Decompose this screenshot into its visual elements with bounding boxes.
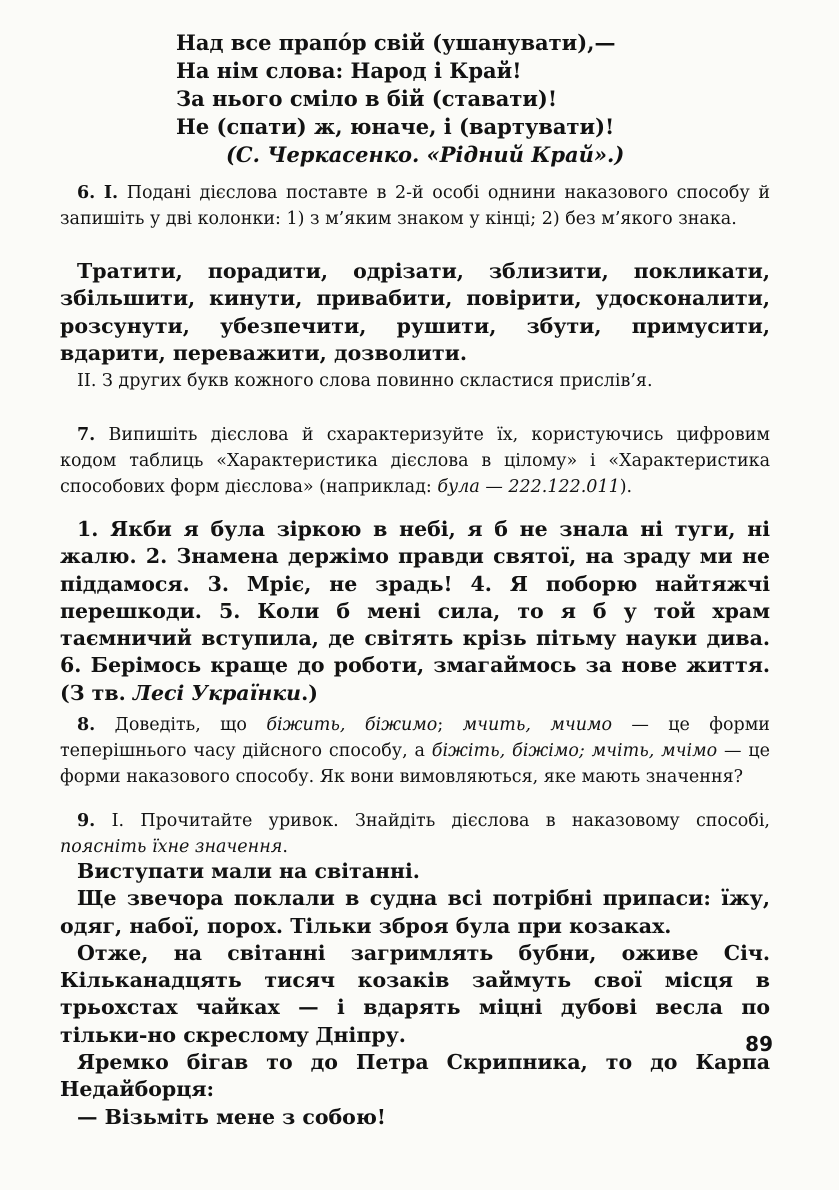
task-text-italic: поясніть їхне значення (60, 837, 283, 857)
poem-line: На нім слова: Народ і Край! (176, 58, 522, 83)
example-forms: мчить, мчимо (462, 715, 613, 735)
exercise-number: 9. (77, 811, 96, 831)
example-code: була — 222.122.011 (437, 477, 620, 497)
exercise-9-excerpt (60, 858, 770, 1131)
excerpt-paragraph: Отже, на світанні загримлять бубни, оживе Січ. Кільканадцять тисяч козаків займуть свої місця в трьохстах чайках — і вдарять міцні дубові весла по тільки-но скресломy Дніпру. (60, 940, 770, 1047)
poem-source: (С. Черкасенко. «Рідний Край».) (226, 142, 625, 167)
task-text-end: ). (619, 477, 633, 497)
page-number: 89 (745, 1032, 773, 1056)
task-text: — це форми наказового способу. Як вони вимовляються, яке мають значення? (60, 741, 770, 787)
poem-line: За нього сміло в бій (ставати)! (176, 86, 558, 111)
sentences-end: .) (301, 680, 318, 705)
exercise-6-words: Тратити, порадити, одрізати, зблизити, покликати, збільшити, кинути, привабити, повірити, удосконалити, розсунути, убезпечити, рушити, збути, примусити, вдарити, переважити, дозволити. (60, 259, 770, 365)
exercise-number: 7. (77, 425, 96, 445)
exercise-9-task (60, 808, 770, 860)
exercise-number: 6. (77, 183, 96, 203)
task-text: Доведіть, що (114, 715, 247, 735)
task-text: — це форми теперішнього часу дійсного способу, а (60, 715, 770, 761)
poem-line: Не (спати) ж, юначе, і (вартувати)! (176, 114, 615, 139)
task-text: Подані дієслова поставте в 2-й особі однини наказового способу й запишіть у дві колонки: 1) з м’яким знаком у кінці; 2) без м’якого знака. (60, 183, 770, 229)
task-text: Випишіть дієслова й схарактеризуйте їх, користуючись цифровим кодом таблиць «Характеристика дієслова в цілому» і «Характеристика способових форм дієслова» (наприклад: (60, 425, 770, 497)
poem-excerpt (176, 29, 776, 169)
exercise-8-task (60, 712, 770, 790)
excerpt-paragraph: Ще звечора поклали в судна всі потрібні припаси: їжу, одяг, набої, порох. Тільки зброя була при козаках. (60, 886, 770, 938)
task-text-end: . (282, 837, 288, 857)
example-forms: біжіть, біжімо; мчіть, мчімо (431, 741, 718, 761)
task-text: ; (437, 715, 444, 735)
exercise-7-text (60, 516, 770, 707)
sentences: 1. Якби я була зіркою в небі, я б не знала ні туги, ні жалю. 2. Знамена держімо правди святої, на зраду ми не піддамося. 3. Мріє, не зрадь! 4. Я поборю найтяжчі перешкоди. 5. Коли б мені сила, то я б у той храм таємничий вступила, де світять крізь пітьму науки дива. 6. Берімось краще до роботи, змагаймось за нове життя. (З тв. (60, 517, 770, 705)
excerpt-paragraph: Виступати мали на світанні. (77, 859, 420, 883)
part-label: I. (103, 183, 119, 203)
exercise-number: 8. (77, 715, 96, 735)
example-forms: біжить, біжимо (266, 715, 438, 735)
excerpt-paragraph: — Візьміть мене з собою! (77, 1104, 386, 1129)
excerpt-paragraph: Яремко бігав то до Петра Скрипника, то до Карпа Недайборця: (60, 1050, 770, 1102)
poem-line: Над все прапо́р свій (ушанувати),— (176, 30, 616, 55)
task-text: I. Прочитайте уривок. Знайдіть дієслова в наказовому способі, (111, 811, 770, 831)
exercise-6-task (60, 180, 770, 232)
author: Лесі Українки (132, 680, 302, 705)
exercise-6-part2: ІІ. З других букв кожного слова повинно скластися прислів’я. (77, 371, 653, 391)
exercise-7-task (60, 422, 770, 500)
